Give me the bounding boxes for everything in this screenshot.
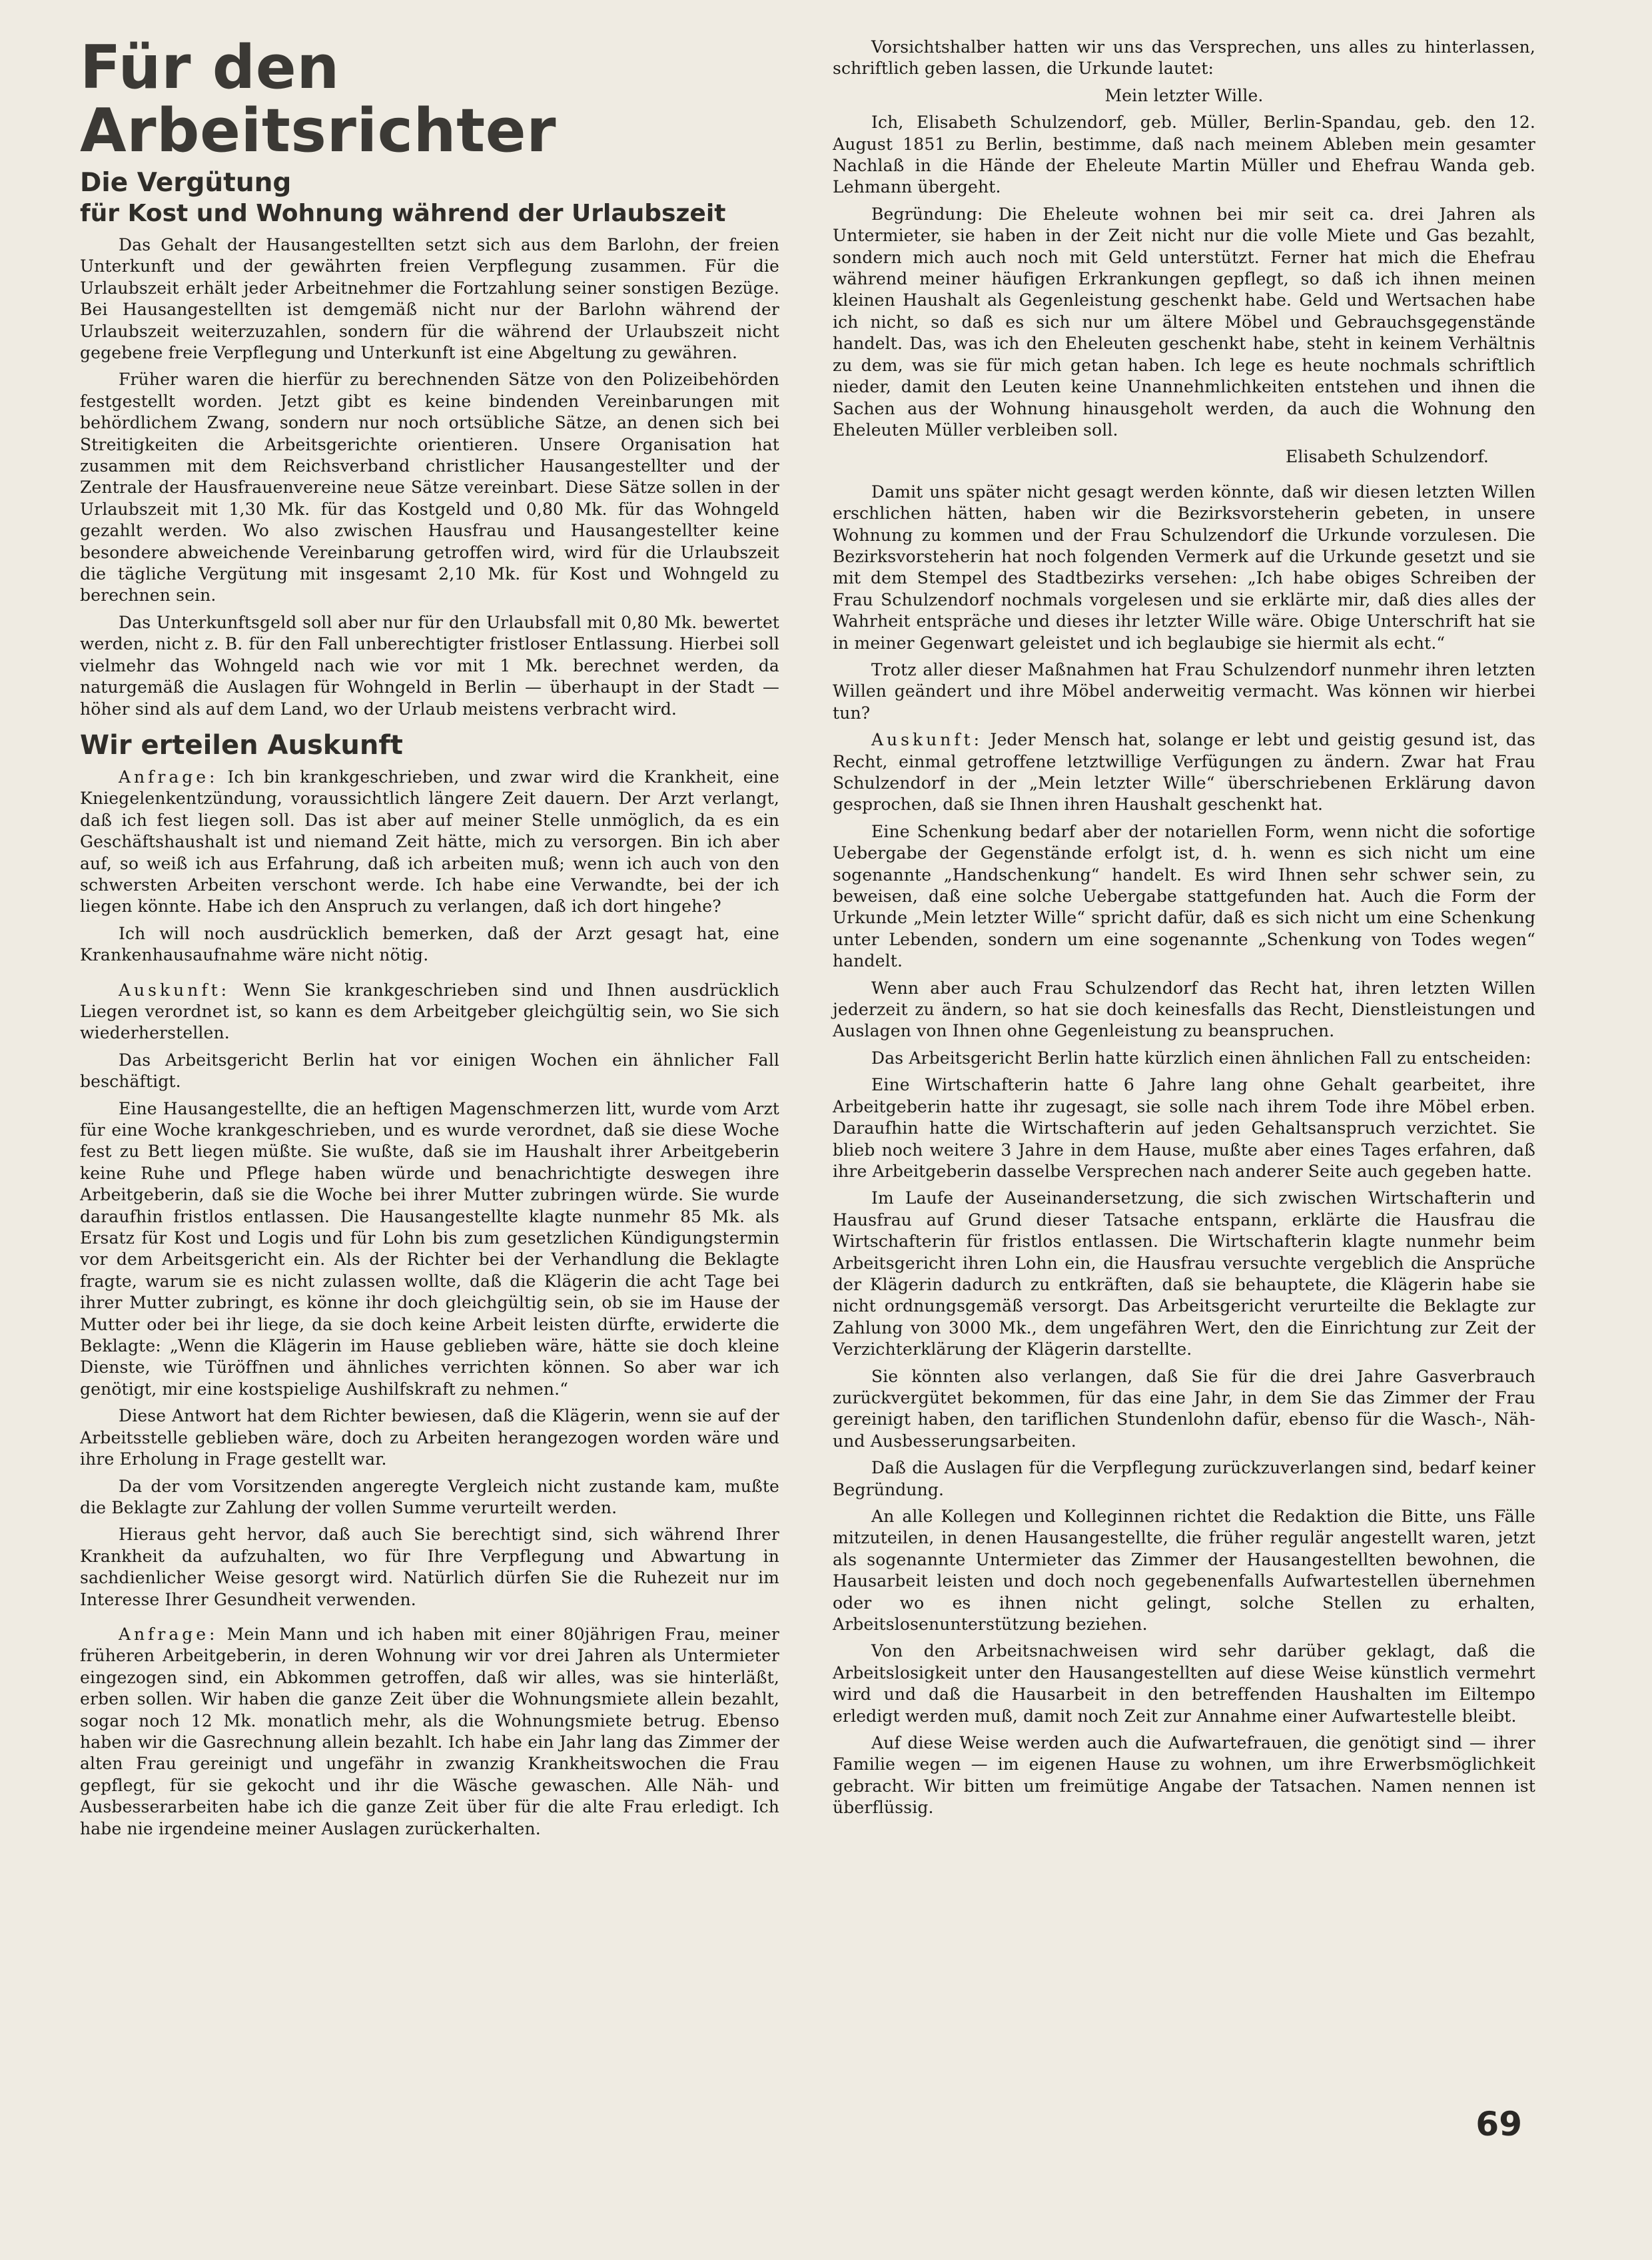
editorial-note: Auf diese Weise werden auch die Aufwartefrauen, die genötigt sind — ihrer Familie wegen — im eigenen Hause zu wohnen, um ihre Erwerbsmöglichkeit gebracht. Wir bitten um freimütige Angabe der Tatsachen. Namen nennen ist überflüssig. xyxy=(833,1733,1535,1818)
answer-2 xyxy=(833,729,1535,816)
editorial-note: An alle Kollegen und Kolleginnen richtet die Redaktion die Bitte, uns Fälle mitzuteilen, in denen Hausangestellte, die früher regulär angestellt waren, jetzt als sogenannte Untermieter das Zimmer der Hausangestellten bewohnen, die Hausarbeit leisten und doch noch gegebenenfalls Aufwartestellen übernehmen oder wo es ihnen nicht gelingt, solche Stellen zu erhalten, Arbeitslosenunterstützung beziehen. xyxy=(833,1507,1535,1635)
answer-paragraph: Da der vom Vorsitzenden angeregte Vergleich nicht zustande kam, mußte die Beklagte zur Zahlung der vollen Summe verurteilt werden. xyxy=(80,1476,779,1517)
answer-text: Wenn Sie krankgeschrieben sind und Ihnen ausdrücklich Liegen verordnet ist, so kann es dem Arbeitgeber gleichgültig sein, wo Sie sich wiederherstellen. xyxy=(80,980,779,1043)
question-label: Anfrage: xyxy=(119,1624,218,1644)
answer-paragraph: Wenn aber auch Frau Schulzendorf das Recht hat, ihren letzten Willen jederzeit zu ändern, so hat sie doch keinesfalls das Recht, Dienstleistungen und Auslagen von Ihnen ohne Gegenleistung zu beanspruchen. xyxy=(833,978,1535,1041)
answer-label: Auskunft: xyxy=(119,980,230,1000)
will-signature: Elisabeth Schulzendorf. xyxy=(1285,447,1489,467)
answer-paragraph: Eine Hausangestellte, die an heftigen Magenschmerzen litt, wurde vom Arzt für eine Woche krankgeschrieben, und es wurde verordnet, daß sie diese Woche fest zu Bett liegen müßte. Sie wußte, daß sie im Haushalt ihrer Arbeitgeberin keine Ruhe und Pflege haben würde und benachrichtigte deswegen ihre Arbeitgeberin, daß sie die Woche bei ihrer Mutter zubringen würde. Sie wurde daraufhin fristlos entlassen. Die Hausangestellte klagte nunmehr 85 Mk. als Ersatz für Kost und Logis und für Lohn bis zum gesetzlichen Kündigungstermin vor dem Arbeitsgericht ein. Als der Richter bei der Verhandlung die Beklagte fragte, warum sie es nicht zulassen wollte, daß die Klägerin die acht Tage bei ihrer Mutter zubringt, es könne ihr doch gleichgültig sein, ob sie im Hause der Mutter oder bei ihr liege, da sie doch keine Arbeit leisten dürfte, erwiderte die Beklagte: „Wenn die Klägerin im Hause geblieben wäre, hätte sie doch kleine Dienste, wie Türöffnen und ähnliches verrichten können. So aber war ich genötigt, mir eine kostspielige Aushilfskraft zu nehmen.“ xyxy=(80,1098,779,1399)
section-heading: Wir erteilen Auskunft xyxy=(80,729,403,761)
question-2 xyxy=(80,1624,779,1840)
article-title: Für den Arbeitsrichter xyxy=(80,33,557,166)
question-1 xyxy=(80,767,779,918)
right-column xyxy=(833,37,1535,1824)
question-2-paragraph: Damit uns später nicht gesagt werden könnte, daß wir diesen letzten Willen erschlichen hätten, haben wir die Bezirksvorsteherin gebeten, in unsere Wohnung zu kommen und der Frau Schulzendorf die Urkunde vorzulesen. Die Bezirksvorsteherin hat noch folgenden Vermerk auf die Urkunde gesetzt und sie mit dem Stempel des Stadtbezirks versehen: „Ich habe obiges Schreiben der Frau Schulzendorf nochmals vorgelesen und sie erklärte mir, daß dies alles der Wahrheit entspräche und dieses ihr letzter Wille wäre. Obige Unterschrift hat sie in meiner Gegenwart geleistet und ich beglaubige sie hiermit als echt.“ xyxy=(833,482,1535,653)
answer-1 xyxy=(80,980,779,1044)
answer-label: Auskunft: xyxy=(871,730,983,750)
intro-paragraph: Das Unterkunftsgeld soll aber nur für den Urlaubsfall mit 0,80 Mk. bewertet werden, nicht z. B. für den Fall unberechtigter fristloser Entlassung. Hierbei soll vielmehr das Wohngeld nach wie vor mit 1 Mk. berechnet werden, da naturgemäß die Auslagen für Wohngeld in Berlin — überhaupt in der Stadt — höher sind als auf dem Land, wo der Urlaub meistens verbracht wird. xyxy=(80,612,779,719)
intro-paragraph: Früher waren die hierfür zu berechnenden Sätze von den Polizeibehörden festgestellt worden. Jetzt gibt es keine bindenden Vereinbarungen mit behördlichem Zwang, sondern nur noch ortsübliche Sätze, an denen sich bei Streitigkeiten die Arbeitsgerichte orientieren. Unsere Organisation hat zusammen mit dem Reichsverband christlicher Hausangestellter und der Zentrale der Hausfrauenvereine neue Sätze vereinbart. Diese Sätze sollen in der Urlaubszeit mit 1,30 Mk. für das Kostgeld und 0,80 Mk. für das Wohngeld gezahlt werden. Wo also zwischen Hausfrau und Hausangestellter keine besondere abweichende Vereinbarung getroffen wird, wird für die Urlaubszeit die tägliche Vergütung mit insgesamt 2,10 Mk. für Kost und Wohngeld zu berechnen sein. xyxy=(80,370,779,605)
question-1-extra: Ich will noch ausdrücklich bemerken, daß der Arzt gesagt hat, eine Krankenhausaufnahme wäre nicht nötig. xyxy=(80,923,779,965)
will-reason: Begründung: Die Eheleute wohnen bei mir seit ca. drei Jahren als Untermieter, sie haben in der Zeit nicht nur die volle Miete und Gas bezahlt, sondern mich auch noch mit Geld unterstützt. Ferner hat mich die Ehefrau während meiner häufigen Erkrankungen gepflegt, so daß ich ihnen meinen kleinen Haushalt als Gegenleistung geschenkt habe. Geld und Wertsachen habe ich nicht, so daß es sich nur um ältere Möbel und Gebrauchsgegenstände handelt. Das, was ich den Eheleuten geschenkt habe, steht in keinem Verhältnis zu dem, was sie für mich getan haben. Ich lege es heute nochmals schriftlich nieder, damit den Leuten keine Unannehmlichkeiten entstehen und ihnen die Sachen aus der Wohnung hinausgeholt werden, da auch die Wohnung den Eheleuten Müller verbleiben soll. xyxy=(833,204,1535,440)
answer-paragraph: Im Laufe der Auseinandersetzung, die sich zwischen Wirtschafterin und Hausfrau auf Grund dieser Tatsache entspann, erklärte die Hausfrau die Wirtschafterin für fristlos entlassen. Die Wirtschafterin klagte nunmehr beim Arbeitsgericht ihren Lohn ein, die Hausfrau versuchte vergeblich die Ansprüche der Klägerin dadurch zu entkräften, daß sie behauptete, die Klägerin habe sie nicht ordnungsgemäß versorgt. Das Arbeitsgericht verurteilte die Beklagte zur Zahlung von 3000 Mk., dem ungefähren Wert, den die Einrichtung zur Zeit der Verzichterklärung der Klägerin darstellte. xyxy=(833,1188,1535,1359)
answer-paragraph: Eine Schenkung bedarf aber der notariellen Form, wenn nicht die sofortige Uebergabe der Gegenstände erfolgt ist, d. h. wenn es sich nicht um eine sogenannte „Handschenkung“ handelt. Es wird Ihnen sehr schwer sein, zu beweisen, daß eine solche Uebergabe stattgefunden hat. Auch die Form der Urkunde „Mein letzter Wille“ spricht dafür, daß es sich nicht um eine Schenkung unter Lebenden, sondern um eine sogenannte „Schenkung von Todes wegen“ handelt. xyxy=(833,821,1535,971)
answer-paragraph: Das Arbeitsgericht Berlin hat vor einigen Wochen ein ähnlicher Fall beschäftigt. xyxy=(80,1050,779,1092)
question-label: Anfrage: xyxy=(119,767,218,787)
answer-paragraph: Diese Antwort hat dem Richter bewiesen, daß die Klägerin, wenn sie auf der Arbeitsstelle geblieben wäre, doch zu Arbeiten herangezogen worden wäre und ihre Erholung in Frage gestellt war. xyxy=(80,1406,779,1469)
article-subtitle-line-1: Die Vergütung xyxy=(80,168,292,198)
article-subtitle-line-2: für Kost und Wohnung während der Urlaubszeit xyxy=(80,199,726,227)
will-heading: Mein letzter Wille. xyxy=(1104,85,1264,105)
page-number: 69 xyxy=(1475,2105,1522,2143)
answer-paragraph: Hieraus geht hervor, daß auch Sie berechtigt sind, sich während Ihrer Krankheit da aufzuhalten, wo für Ihre Verpflegung und Abwartung in sachdienlicher Weise gesorgt wird. Natürlich dürfen Sie die Ruhezeit nur im Interesse Ihrer Gesundheit verwenden. xyxy=(80,1525,779,1609)
question-text: Ich bin krankgeschrieben, und zwar wird die Krankheit, eine Kniegelenkentzündung, voraussichtlich längere Zeit dauern. Der Arzt verlangt, daß ich fest liegen soll. Das ist aber auf meiner Stelle unmöglich, da es ein Geschäftshaushalt ist und niemand Zeit hätte, mich zu versorgen. Bin ich aber auf, so weiß ich aus Erfahrung, daß ich arbeiten muß; wenn ich auch von den schwersten Arbeiten verschont werde. Ich habe eine Verwandte, bei der ich liegen könnte. Habe ich den Anspruch zu verlangen, daß ich dort hingehe? xyxy=(80,767,779,917)
answer-paragraph: Daß die Auslagen für die Verpflegung zurückzuverlangen sind, bedarf keiner Begründung. xyxy=(833,1458,1535,1499)
question-2-continued: Vorsichtshalber hatten wir uns das Versprechen, uns alles zu hinterlassen, schriftlich geben lassen, die Urkunde lautet: xyxy=(833,37,1535,79)
answer-paragraph: Sie könnten also verlangen, daß Sie für die drei Jahre Gasverbrauch zurückvergütet bekommen, für das eine Jahr, in dem Sie das Zimmer der Frau gereinigt haben, den tariflichen Stundenlohn dafür, ebenso für die Wasch-, Näh- und Ausbesserungsarbeiten. xyxy=(833,1366,1535,1451)
intro-paragraph: Das Gehalt der Hausangestellten setzt sich aus dem Barlohn, der freien Unterkunft und der gewährten freien Verpflegung zusammen. Für die Urlaubszeit erhält jeder Arbeitnehmer die Fortzahlung seiner sonstigen Bezüge. Bei Hausangestellten ist demgemäß nicht nur der Barlohn während der Urlaubszeit weiterzuzahlen, sondern für die während der Urlaubszeit nicht gegebene freie Verpflegung und Unterkunft ist eine Abgeltung zu gewähren. xyxy=(80,234,779,363)
will-text: Ich, Elisabeth Schulzendorf, geb. Müller, Berlin-Spandau, geb. den 12. August 1851 zu Berlin, bestimme, daß nach meinem Ableben mein gesamter Nachlaß in die Hände der Eheleute Martin Müller und Ehefrau Wanda geb. Lehmann übergeht. xyxy=(833,113,1535,197)
answer-paragraph: Das Arbeitsgericht Berlin hatte kürzlich einen ähnlichen Fall zu entscheiden: xyxy=(871,1048,1531,1068)
left-column xyxy=(80,33,779,1845)
editorial-note: Von den Arbeitsnachweisen wird sehr darüber geklagt, daß die Arbeitslosigkeit unter den Hausangestellten auf diese Weise künstlich vermehrt wird und daß die Hausarbeit in den betreffenden Haushalten im Eiltempo erledigt werden muß, damit noch Zeit zur Annahme einer Aufwartestelle bleibt. xyxy=(833,1641,1535,1726)
answer-paragraph: Eine Wirtschafterin hatte 6 Jahre lang ohne Gehalt gearbeitet, ihre Arbeitgeberin hatte ihr zugesagt, sie solle nach ihrem Tode ihre Möbel erben. Daraufhin hatte die Wirtschafterin auf jeden Gehaltsanspruch verzichtet. Sie blieb noch weitere 3 Jahre in dem Hause, mußte aber eines Tages erfahren, daß ihre Arbeitgeberin dasselbe Versprechen nach anderer Seite auch gegeben hatte. xyxy=(833,1075,1535,1181)
question-text: Mein Mann und ich haben mit einer 80jährigen Frau, meiner früheren Arbeitgeberin, in deren Wohnung wir vor drei Jahren als Untermieter eingezogen sind, ein Abkommen getroffen, daß wir alles, was sie hinterläßt, erben sollen. Wir haben die ganze Zeit über die Wohnungsmiete allein bezahlt, sogar noch 12 Mk. monatlich mehr, als die Wohnungsmiete betrug. Ebenso haben wir die Gasrechnung allein bezahlt. Ich habe ein Jahr lang das Zimmer der alten Frau gereinigt und ungefähr in zwanzig Krankheitswochen die Frau gepflegt, für sie gekocht und ihr die Wäsche gewaschen. Alle Näh- und Ausbesserarbeiten habe ich die ganze Zeit über für die alte Frau erledigt. Ich habe nie irgendeine meiner Auslagen zurückerhalten. xyxy=(80,1624,779,1838)
question-2-paragraph: Trotz aller dieser Maßnahmen hat Frau Schulzendorf nunmehr ihren letzten Willen geändert und ihre Möbel anderweitig vermacht. Was können wir hierbei tun? xyxy=(833,659,1535,723)
answer-text: Jeder Mensch hat, solange er lebt und geistig gesund ist, das Recht, einmal getroffene letztwillige Verfügungen zu ändern. Zwar hat Frau Schulzendorf in der „Mein letzter Wille“ überschriebenen Erklärung davon gesprochen, daß sie Ihnen ihren Haushalt geschenkt hat. xyxy=(833,730,1535,815)
